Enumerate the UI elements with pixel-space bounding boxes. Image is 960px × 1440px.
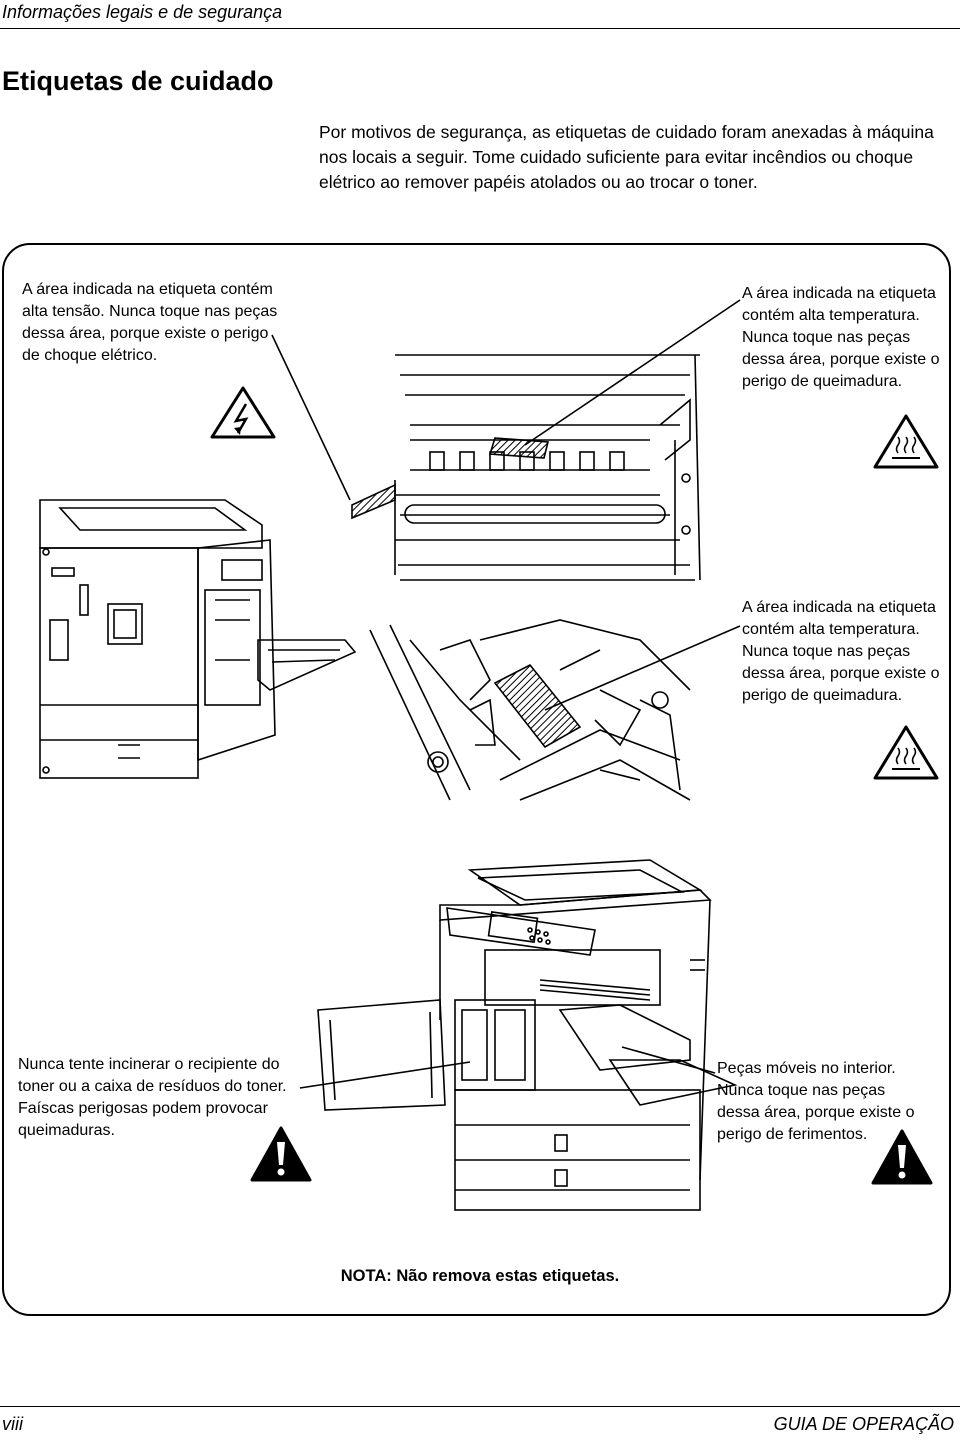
hot-surface-warning-icon <box>875 727 937 778</box>
label-high-temperature-internal: A área indicada na etiqueta contém alta temperatura. Nunca toque nas peças dessa área, porque existe o perigo de queimadura. <box>742 599 940 704</box>
intro-paragraph: Por motivos de segurança, as etiquetas de cuidado foram anexadas à máquina nos locais a seguir. Tome cuidado suficiente para evitar incêndios ou choque elétrico ao remover papéis atolados ou ao trocar o toner. <box>319 122 934 192</box>
hot-surface-warning-icon <box>875 416 937 467</box>
footer-rule <box>0 1406 960 1407</box>
electric-shock-warning-icon <box>212 388 274 437</box>
guide-title: GUIA DE OPERAÇÃO <box>773 1414 954 1434</box>
header-title: Informações legais e de segurança <box>2 2 283 22</box>
label-toner-warning: Nunca tente incinerar o recipiente do toner ou a caixa de resíduos do toner. Faíscas perigosas podem provocar queimaduras. <box>18 1056 287 1139</box>
label-high-temperature-fuser: A área indicada na etiqueta contém alta temperatura. Nunca toque nas peças dessa área, porque existe o perigo de queimadura. <box>742 285 940 390</box>
multifunction-printer-illustration <box>318 860 735 1210</box>
note-do-not-remove: NOTA: Não remova estas etiquetas. <box>340 1267 620 1285</box>
internal-mechanism-illustration <box>370 620 690 800</box>
fuser-closeup-illustration <box>352 355 700 580</box>
label-moving-parts: Peças móveis no interior. Nunca toque nas peças dessa área, porque existe o perigo de ferimentos. <box>717 1060 915 1143</box>
label-high-voltage: A área indicada na etiqueta contém alta tensão. Nunca toque nas peças dessa área, porque existe o perigo de choque elétrico. <box>22 281 278 364</box>
page-number: viii <box>2 1414 23 1434</box>
section-title: Etiquetas de cuidado <box>2 66 274 96</box>
printer-side-door-illustration <box>40 500 355 778</box>
